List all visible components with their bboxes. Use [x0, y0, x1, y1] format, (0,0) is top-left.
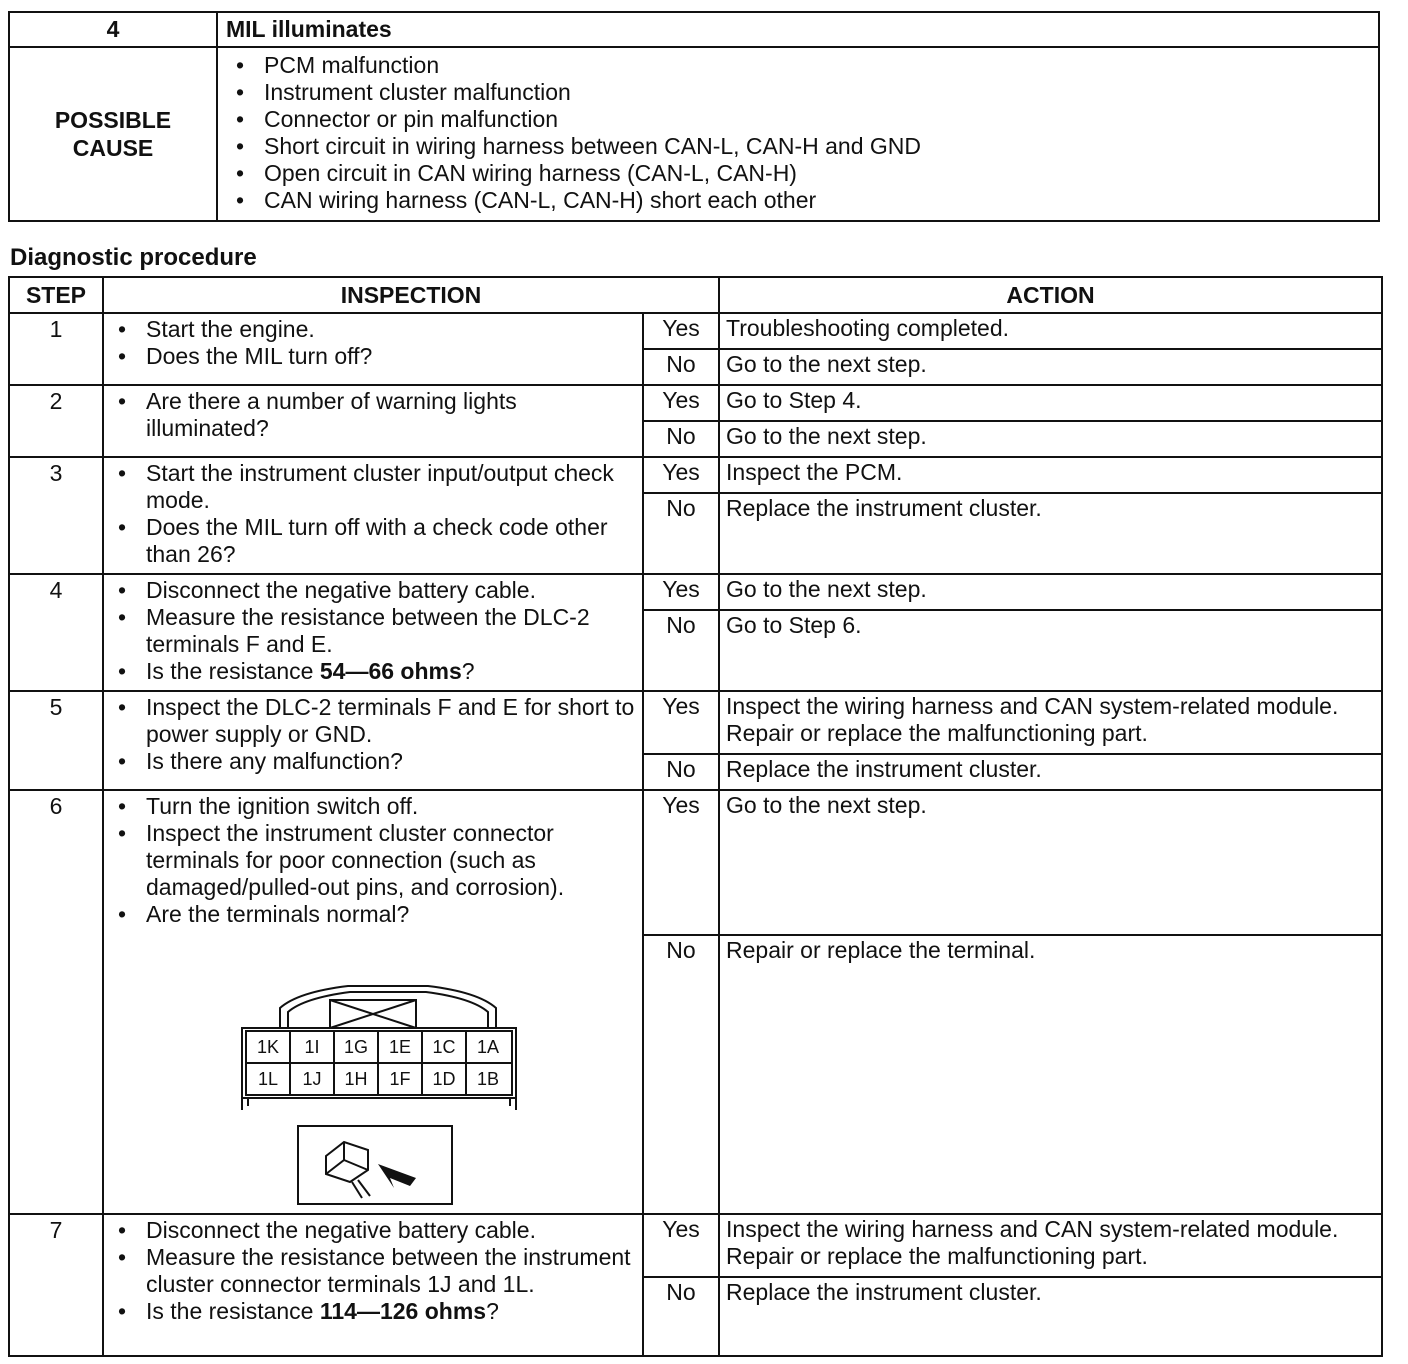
no-action: Go to Step 6.: [719, 610, 1382, 691]
inspection-cell: • Disconnect the negative battery cable. • Measure the resistance between the instrument cluster connector terminals 1J and 1L. • Is the resistance 114—126 ohms?: [103, 1214, 643, 1356]
pin-label: 1C: [432, 1037, 456, 1057]
step-number: 1: [9, 313, 103, 385]
pin-label: 1B: [476, 1069, 500, 1089]
connector-diagram: [238, 956, 538, 1206]
no-action: Repair or replace the terminal.: [719, 935, 1382, 1214]
inspection-cell: • Disconnect the negative battery cable. • Measure the resistance between the DLC-2 terminals F and E. • Is the resistance 54—66 ohms?: [103, 574, 643, 691]
yes-action: Inspect the PCM.: [719, 457, 1382, 493]
no-label: No: [643, 349, 719, 385]
yes-action: Go to Step 4.: [719, 385, 1382, 421]
cause-item: • Short circuit in wiring harness between CAN-L, CAN-H and GND: [232, 133, 1372, 160]
no-label: No: [643, 754, 719, 790]
step-number: 7: [9, 1214, 103, 1356]
pin-label: 1E: [388, 1037, 412, 1057]
yes-action: Inspect the wiring harness and CAN system-related module. Repair or replace the malfunctioning part.: [719, 1214, 1382, 1277]
yes-label: Yes: [643, 1214, 719, 1277]
pin-label: 1A: [476, 1037, 500, 1057]
no-label: No: [643, 421, 719, 457]
no-action: Go to the next step.: [719, 421, 1382, 457]
yes-action: Go to the next step.: [719, 790, 1382, 935]
yes-label: Yes: [643, 790, 719, 935]
step-number: 2: [9, 385, 103, 457]
no-label: No: [643, 610, 719, 691]
yes-label: Yes: [643, 313, 719, 349]
pin-label: 1J: [302, 1069, 322, 1089]
no-action: Replace the instrument cluster.: [719, 493, 1382, 574]
section-title: Diagnostic procedure: [10, 244, 257, 271]
table-row: [9, 691, 1382, 754]
yes-label: Yes: [643, 574, 719, 610]
pin-label: 1I: [304, 1037, 320, 1057]
cause-item: • CAN wiring harness (CAN-L, CAN-H) short each other: [232, 187, 1372, 214]
cause-item: • Instrument cluster malfunction: [232, 79, 1372, 106]
pin-label: 1F: [389, 1069, 411, 1089]
pin-label: 1K: [256, 1037, 280, 1057]
trouble-number: 4: [9, 12, 217, 47]
table-row: [9, 313, 1382, 349]
inspection-cell: • Inspect the DLC-2 terminals F and E for short to power supply or GND. • Is there any malfunction?: [103, 691, 643, 790]
cause-item: • PCM malfunction: [232, 52, 1372, 79]
inspection-cell: • Start the instrument cluster input/output check mode. • Does the MIL turn off with a check code other than 26?: [103, 457, 643, 574]
no-action: Replace the instrument cluster.: [719, 754, 1382, 790]
trouble-title: MIL illuminates: [217, 12, 1379, 47]
header-inspection: INSPECTION: [103, 277, 719, 313]
header-action: ACTION: [719, 277, 1382, 313]
no-label: No: [643, 493, 719, 574]
step-number: 6: [9, 790, 103, 1214]
pin-label: 1H: [344, 1069, 368, 1089]
yes-action: Troubleshooting completed.: [719, 313, 1382, 349]
pin-label: 1G: [343, 1037, 368, 1057]
table-row: [9, 574, 1382, 610]
table-row: [9, 1214, 1382, 1277]
table-row: [9, 385, 1382, 421]
cause-item: • Open circuit in CAN wiring harness (CAN-L, CAN-H): [232, 160, 1372, 187]
cause-item: • Connector or pin malfunction: [232, 106, 1372, 133]
no-action: Replace the instrument cluster.: [719, 1277, 1382, 1356]
possible-cause-label: POSSIBLE CAUSE: [9, 47, 217, 221]
inspection-cell: • Start the engine. • Does the MIL turn off?: [103, 313, 643, 385]
possible-cause-list: [217, 47, 1379, 221]
pin-label: 1D: [432, 1069, 456, 1089]
no-action: Go to the next step.: [719, 349, 1382, 385]
table-row: [9, 457, 1382, 493]
pin-label: 1L: [257, 1069, 279, 1089]
possible-cause-table: [8, 11, 1380, 222]
yes-label: Yes: [643, 385, 719, 421]
header-step: STEP: [9, 277, 103, 313]
step-number: 5: [9, 691, 103, 790]
yes-label: Yes: [643, 457, 719, 493]
yes-label: Yes: [643, 691, 719, 754]
inspection-cell: • Are there a number of warning lights illuminated?: [103, 385, 643, 457]
step-number: 4: [9, 574, 103, 691]
diagnostic-table: [8, 276, 1383, 1357]
no-label: No: [643, 935, 719, 1214]
step-number: 3: [9, 457, 103, 574]
table-row: [9, 790, 1382, 935]
no-label: No: [643, 1277, 719, 1356]
yes-action: Inspect the wiring harness and CAN system-related module. Repair or replace the malfunctioning part.: [719, 691, 1382, 754]
yes-action: Go to the next step.: [719, 574, 1382, 610]
inspection-cell: • Turn the ignition switch off. • Inspect the instrument cluster connector terminals for poor connection (such as damaged/pulled-out pins, and corrosion). • Are the terminals normal? 1K 1I 1G 1E 1C 1A 1L 1J 1H 1F 1D 1B: [103, 790, 643, 1214]
